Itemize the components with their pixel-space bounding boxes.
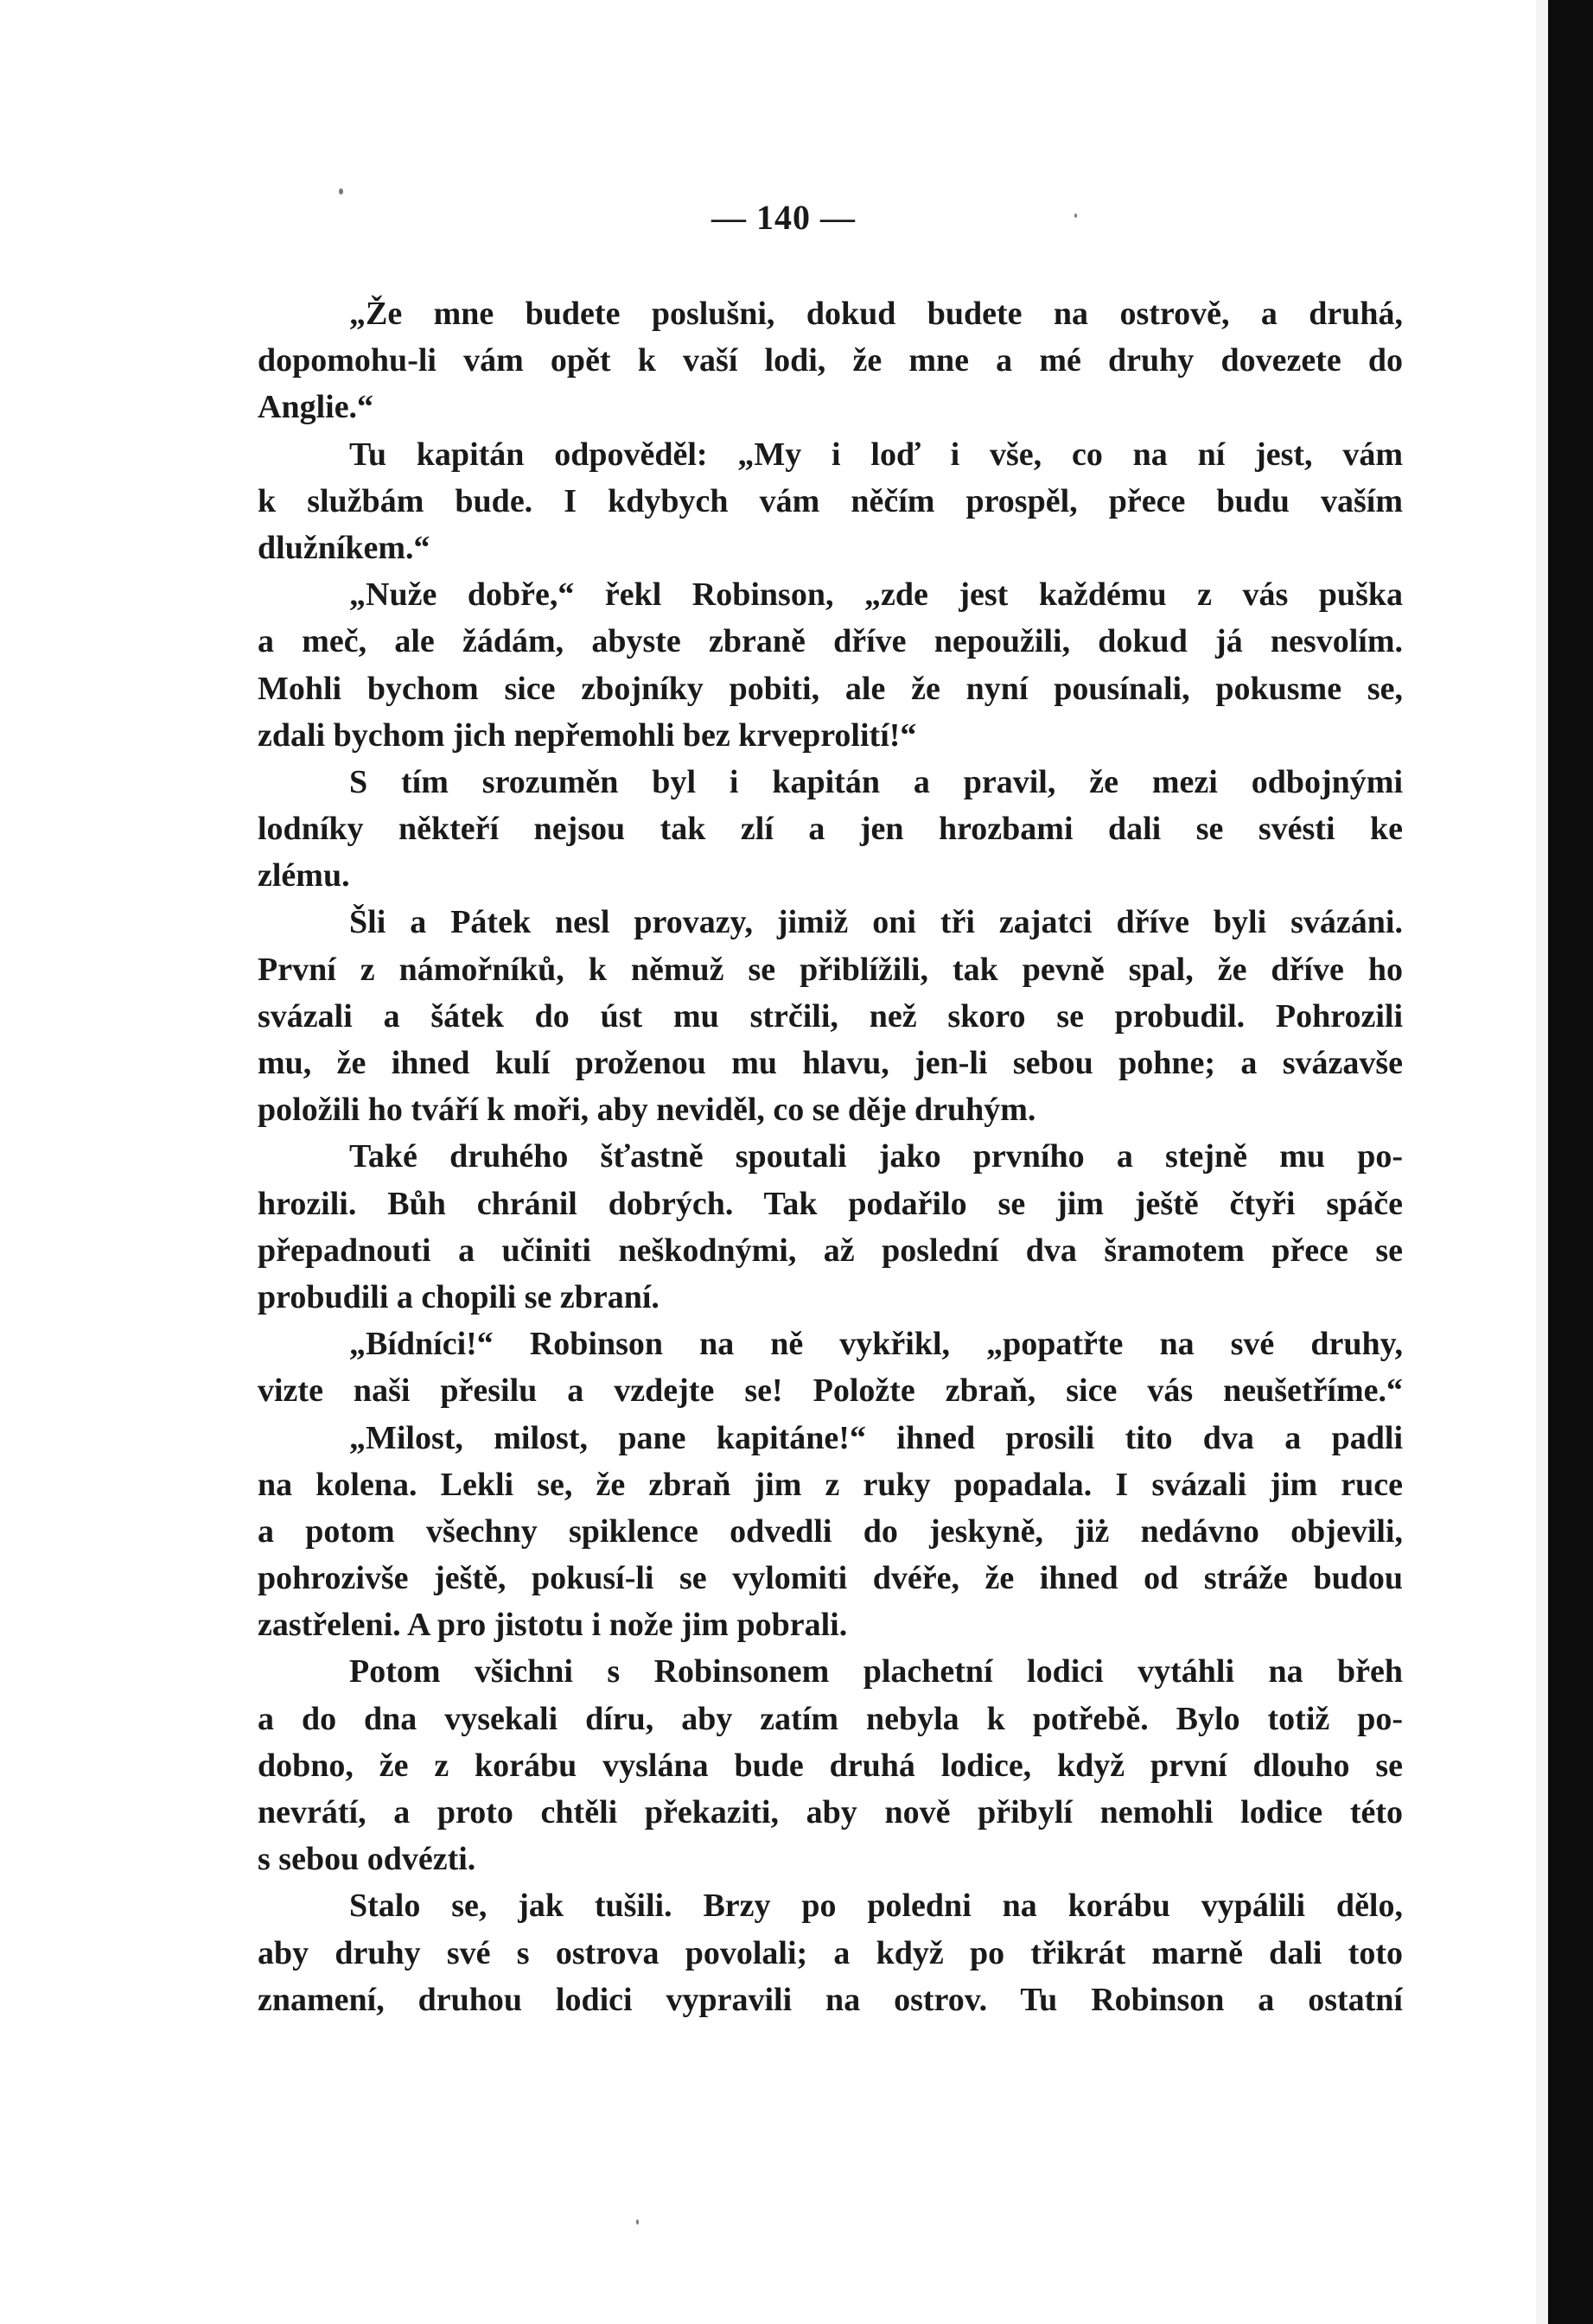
text-line: a do dna vysekali díru, aby zatím nebyla k potřebě. Bylo totiž po- xyxy=(258,1700,1403,1737)
text-line: vizte naši přesilu a vzdejte se! Položte zbraň, sice vás neušetříme.“ xyxy=(258,1372,1403,1410)
scan-border-dark xyxy=(1548,0,1593,2324)
text-line: „Že mne budete poslušni, dokud budete na ostrově, a druhá, xyxy=(349,296,1403,332)
text-line: zdali bychom jich nepřemohli bez krveprolití!“ xyxy=(258,716,917,754)
text-line: Mohli bychom sice zbojníky pobiti, ale že nyní pousínali, pokusme se, xyxy=(258,670,1403,707)
text-line: hrozili. Bůh chránil dobrých. Tak podařilo se jim ještě čtyři spáče xyxy=(258,1185,1403,1222)
text-line: „Milost, milost, pane kapitáne!“ ihned prosili tito dva a padli xyxy=(349,1419,1403,1456)
scan-speck xyxy=(339,188,343,194)
text-line: přepadnouti a učiniti neškodnými, až poslední dva šramotem přece se xyxy=(258,1232,1403,1269)
text-line: probudili a chopili se zbraní. xyxy=(258,1278,660,1315)
text-line: nevrátí, a proto chtěli překaziti, aby nově přibylí nemohli lodice této xyxy=(258,1794,1403,1831)
text-line: lodníky někteří nejsou tak zlí a jen hrozbami dali se svésti ke xyxy=(258,811,1403,848)
text-line: „Bídníci!“ Robinson na ně vykřikl, „popatřte na své druhy, xyxy=(349,1326,1403,1363)
text-line: Také druhého šťastně spoutali jako prvního a stejně mu po- xyxy=(349,1138,1403,1175)
text-line: „Nuže dobře,“ řekl Robinson, „zde jest každému z vás puška xyxy=(349,576,1403,614)
text-line: Šli a Pátek nesl provazy, jimiž oni tři zajatci dříve byli svázáni. xyxy=(349,904,1403,941)
text-line: S tím srozuměn byl i kapitán a pravil, že mezi odbojnými xyxy=(349,763,1403,800)
text-line: znamení, druhou lodici vypravili na ostrov. Tu Robinson a ostatní xyxy=(258,1981,1403,2018)
text-line: Anglie.“ xyxy=(258,389,374,426)
text-line: s sebou odvézti. xyxy=(258,1841,476,1878)
scan-border-light xyxy=(1536,0,1548,2324)
page-number: — 140 — xyxy=(711,198,856,237)
text-line: aby druhy své s ostrova povolali; a když po třikrát marně dali toto xyxy=(258,1934,1403,1971)
text-line: zlému. xyxy=(258,857,350,895)
body-text xyxy=(258,290,1403,2023)
text-line: dlužníkem.“ xyxy=(258,529,430,566)
text-line: a meč, ale žádám, abyste zbraně dříve nepoužili, dokud já nesvolím. xyxy=(258,623,1403,660)
text-line: Tu kapitán odpověděl: „My i loď i vše, co na ní jest, vám xyxy=(349,436,1403,473)
text-line: k službám bude. I kdybych vám něčím prospěl, přece budu vaším xyxy=(258,482,1403,519)
text-line: zastřeleni. A pro jistotu i nože jim pobrali. xyxy=(258,1607,848,1644)
text-line: a potom všechny spiklence odvedli do jeskyně, jiż nedávno objevili, xyxy=(258,1512,1403,1550)
scan-speck xyxy=(636,2219,639,2225)
text-line: položili ho tváří k moři, aby neviděl, co se děje druhým. xyxy=(258,1092,1036,1129)
text-line: Potom všichni s Robinsonem plachetní lodici vytáhli na břeh xyxy=(349,1653,1403,1690)
text-line: dobno, že z korábu vyslána bude druhá lodice, když první dlouho se xyxy=(258,1747,1403,1784)
text-line: mu, že ihned kulí proženou mu hlavu, jen-li sebou pohne; a svázavše xyxy=(258,1045,1403,1081)
text-line: dopomohu-li vám opět k vaší lodi, že mne a mé druhy dovezete do xyxy=(258,342,1403,379)
text-line: Stalo se, jak tušili. Brzy po poledni na korábu vypálili dělo, xyxy=(349,1888,1403,1925)
text-line: na kolena. Lekli se, že zbraň jim z ruky popadala. I svázali jim ruce xyxy=(258,1466,1403,1503)
text-line: První z námořníků, k němuž se přiblížili, tak pevně spal, že dříve ho xyxy=(258,951,1403,988)
text-line: pohrozivše ještě, pokusí-li se vylomiti dvéře, že ihned od stráže budou xyxy=(258,1560,1403,1597)
text-line: svázali a šátek do úst mu strčili, než skoro se probudil. Pohrozili xyxy=(258,997,1403,1035)
